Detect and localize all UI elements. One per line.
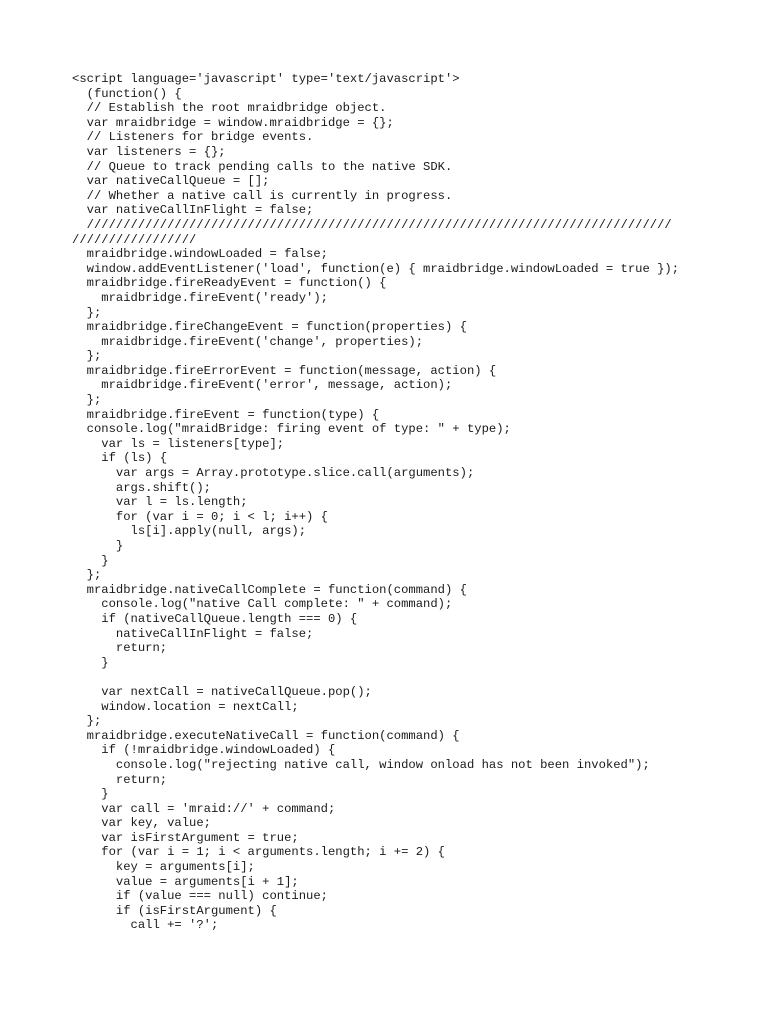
code-line: // Establish the root mraidbridge object. bbox=[72, 101, 387, 116]
code-line: if (!mraidbridge.windowLoaded) { bbox=[72, 743, 336, 758]
code-line: var ls = listeners[type]; bbox=[72, 436, 285, 451]
code-line: }; bbox=[72, 568, 102, 583]
code-line: mraidbridge.executeNativeCall = function(command) { bbox=[72, 728, 460, 743]
code-line: console.log("rejecting native call, window onload has not been invoked"); bbox=[72, 757, 650, 772]
code-line: }; bbox=[72, 349, 102, 364]
code-line: console.log("mraidBridge: firing event of type: " + type); bbox=[72, 422, 511, 437]
code-line: mraidbridge.fireEvent('change', properties); bbox=[72, 334, 424, 349]
code-line: if (nativeCallQueue.length === 0) { bbox=[72, 611, 358, 626]
code-line: ///////////////// bbox=[72, 232, 197, 247]
code-line bbox=[72, 670, 712, 685]
code-line: }; bbox=[72, 305, 102, 320]
code-line: // Whether a native call is currently in progress. bbox=[72, 188, 453, 203]
code-line: var isFirstArgument = true; bbox=[72, 830, 299, 845]
code-line: }; bbox=[72, 393, 102, 408]
code-line: } bbox=[72, 553, 109, 568]
code-line: call += '?'; bbox=[72, 918, 219, 933]
code-line: mraidbridge.fireEvent('error', message, action); bbox=[72, 378, 453, 393]
code-line: var nativeCallInFlight = false; bbox=[72, 203, 314, 218]
code-line: var key, value; bbox=[72, 816, 211, 831]
code-line: if (ls) { bbox=[72, 451, 168, 466]
code-line: (function() { bbox=[72, 86, 182, 101]
code-line: // Queue to track pending calls to the native SDK. bbox=[72, 159, 453, 174]
code-line: ls[i].apply(null, args); bbox=[72, 524, 307, 539]
code-line: for (var i = 0; i < l; i++) { bbox=[72, 509, 328, 524]
code-line: } bbox=[72, 787, 109, 802]
code-line: <script language='javascript' type='text/javascript'> bbox=[72, 72, 460, 86]
code-line: mraidbridge.fireReadyEvent = function() { bbox=[72, 276, 387, 291]
code-line: if (value === null) continue; bbox=[72, 889, 328, 904]
code-line: for (var i = 1; i < arguments.length; i += 2) { bbox=[72, 845, 445, 860]
code-line: var nativeCallQueue = []; bbox=[72, 174, 270, 189]
code-line: }; bbox=[72, 714, 102, 729]
code-line: } bbox=[72, 655, 109, 670]
code-line: mraidbridge.fireEvent = function(type) { bbox=[72, 407, 380, 422]
code-line: mraidbridge.nativeCallComplete = function(command) { bbox=[72, 582, 467, 597]
code-line: var mraidbridge = window.mraidbridge = {}; bbox=[72, 115, 394, 130]
code-line: window.location = nextCall; bbox=[72, 699, 299, 714]
code-line: key = arguments[i]; bbox=[72, 860, 255, 875]
code-line: nativeCallInFlight = false; bbox=[72, 626, 314, 641]
code-line: var nextCall = nativeCallQueue.pop(); bbox=[72, 684, 372, 699]
code-line: //////////////////////////////////////////////////////////////////////////////// bbox=[72, 217, 672, 232]
code-line: var l = ls.length; bbox=[72, 495, 248, 510]
code-line: if (isFirstArgument) { bbox=[72, 903, 277, 918]
code-line: console.log("native Call complete: " + command); bbox=[72, 597, 453, 612]
code-line: var listeners = {}; bbox=[72, 144, 226, 159]
code-line: mraidbridge.fireErrorEvent = function(message, action) { bbox=[72, 363, 497, 378]
code-line: value = arguments[i + 1]; bbox=[72, 874, 299, 889]
code-line: mraidbridge.fireChangeEvent = function(properties) { bbox=[72, 320, 467, 335]
code-line: } bbox=[72, 539, 124, 553]
code-listing bbox=[72, 72, 712, 933]
code-line: return; bbox=[72, 641, 168, 656]
code-line: var args = Array.prototype.slice.call(arguments); bbox=[72, 466, 475, 481]
code-line: return; bbox=[72, 772, 168, 787]
code-line: // Listeners for bridge events. bbox=[72, 130, 314, 145]
code-line: mraidbridge.fireEvent('ready'); bbox=[72, 290, 328, 305]
code-line: args.shift(); bbox=[72, 480, 211, 495]
code-line: var call = 'mraid://' + command; bbox=[72, 801, 336, 816]
code-line: mraidbridge.windowLoaded = false; bbox=[72, 247, 328, 262]
code-line: window.addEventListener('load', function(e) { mraidbridge.windowLoaded = true }); bbox=[72, 261, 680, 276]
